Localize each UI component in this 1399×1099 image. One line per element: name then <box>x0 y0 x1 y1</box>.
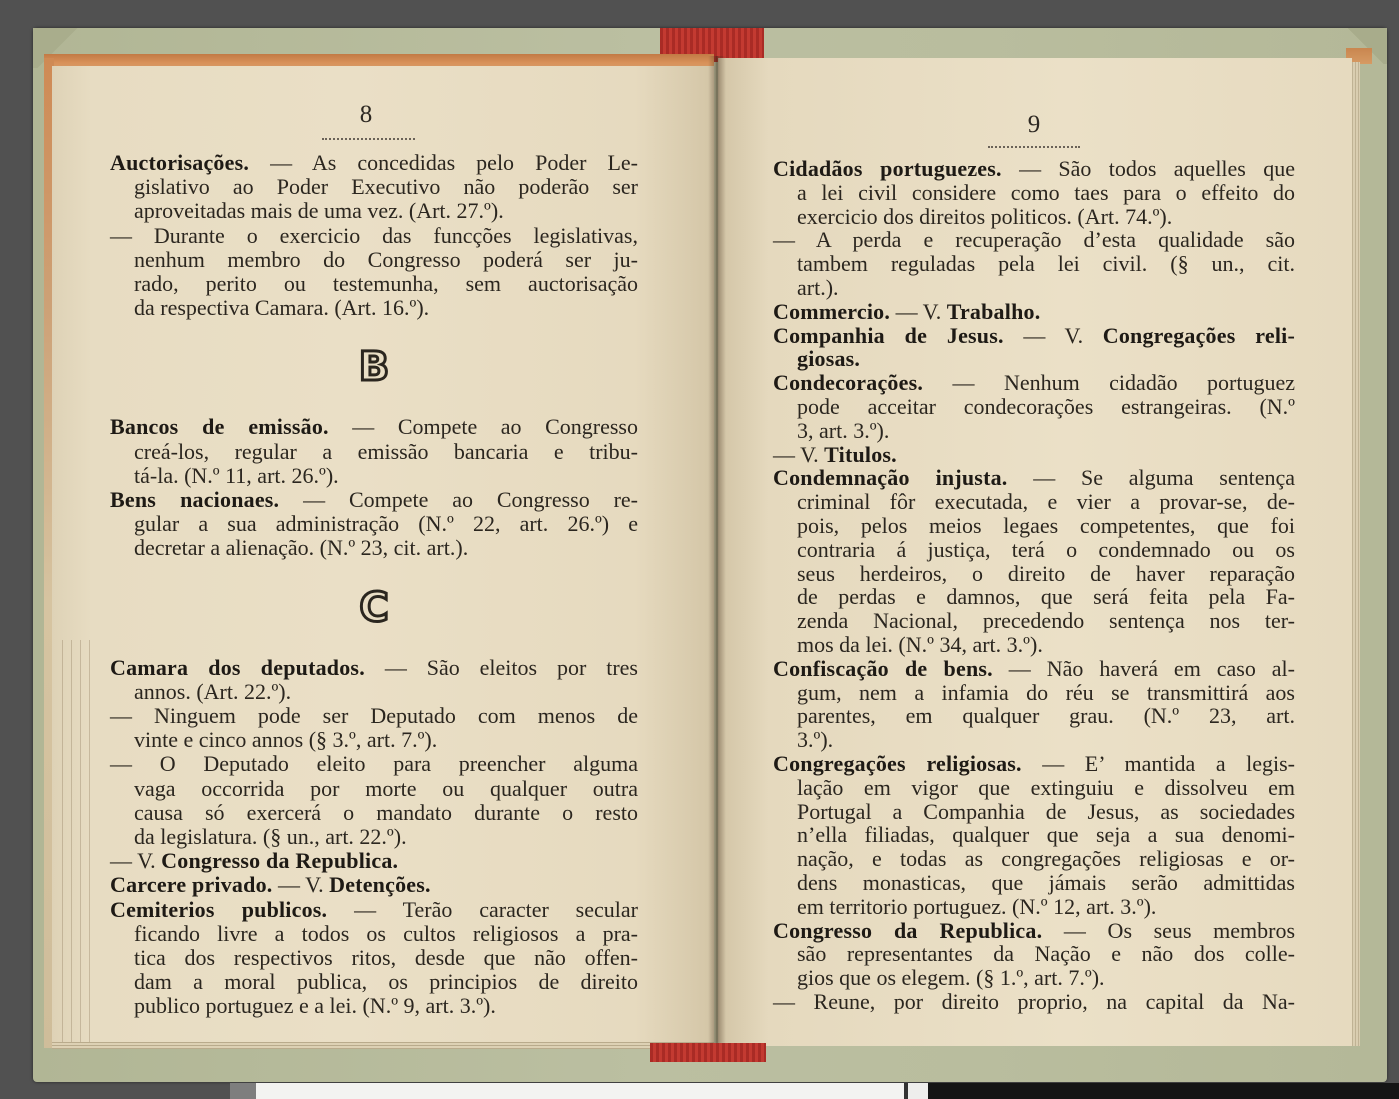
entry-text: — Ninguem pode ser Deputado com menos de <box>110 703 638 729</box>
text-line <box>773 704 1295 728</box>
text-line <box>110 898 638 922</box>
entry-headword: Trabalho. <box>946 298 1041 324</box>
entry-headword: Cidadãos portuguezes. <box>773 156 1002 181</box>
index-entry <box>773 466 1295 656</box>
entry-text: nenhum membro do Congresso poderá ser ju- <box>134 246 638 272</box>
entry-text: seus herdeiros, o direito de haver reparação <box>797 560 1295 586</box>
text-line <box>110 464 638 488</box>
index-entry <box>110 488 638 561</box>
entry-text: gum, nem a infamia do réu se transmittirá aos <box>797 679 1295 705</box>
scan-ruler <box>230 1083 1399 1099</box>
text-line <box>773 157 1295 181</box>
text-line <box>110 656 638 680</box>
section-letter: B <box>358 344 390 391</box>
entry-text: são representantes da Nação e não dos colle- <box>797 941 1295 967</box>
entry-text: da legislatura. (§ un., art. 22.º). <box>134 824 407 850</box>
text-line <box>773 276 1295 300</box>
entry-text: exercicio dos direitos politicos. (Art. 74.º). <box>797 203 1173 229</box>
entry-text: — São eleitos por tres <box>364 654 638 680</box>
text-line <box>773 657 1295 681</box>
entry-text: 3.º). <box>797 727 834 753</box>
text-line <box>110 440 638 464</box>
text-line <box>110 922 638 946</box>
index-entry <box>110 849 638 873</box>
entry-text: dam a moral publica, os principios de direito <box>134 969 638 995</box>
index-entry <box>773 324 1295 372</box>
entry-text: tambem reguladas pela lei civil. (§ un., cit. <box>797 251 1295 277</box>
entry-text: — Terão caracter secular <box>327 896 638 922</box>
page-stack-edges <box>54 640 90 1042</box>
text-line <box>773 585 1295 609</box>
entry-headword: Companhia de Jesus. <box>773 322 1004 348</box>
index-entry <box>773 657 1295 752</box>
entry-headword: Condecorações. <box>773 370 924 396</box>
entry-text: aproveitadas mais de uma vez. (Art. 27.º). <box>134 198 504 224</box>
entry-text: — V. <box>773 441 825 467</box>
text-line <box>110 801 638 825</box>
entry-text: vaga occorrida por morte ou qualquer outra <box>134 775 638 801</box>
ruler-segment <box>230 1083 256 1099</box>
text-line <box>773 181 1295 205</box>
index-entry <box>110 752 638 849</box>
entry-headword: Congresso da Republica. <box>161 848 399 874</box>
page-text <box>773 157 1295 1014</box>
entry-text: decretar a alienação. (N.º 23, cit. art.). <box>134 535 469 561</box>
entry-headword: Bancos de emissão. <box>110 414 329 440</box>
entry-text: vinte e cinco annos (§ 3.º, art. 7.º). <box>134 727 438 753</box>
text-line <box>110 873 638 897</box>
entry-headword: Bens nacionaes. <box>110 487 280 513</box>
entry-text: parentes, em qualquer grau. (N.º 23, art. <box>797 703 1295 729</box>
text-line <box>773 300 1295 324</box>
text-line <box>110 512 638 536</box>
text-line <box>773 847 1295 871</box>
text-line <box>110 680 638 704</box>
entry-headword: Cemiterios publicos. <box>110 896 328 922</box>
entry-text: n’ella filiadas, qualquer que seja a sua denomi- <box>797 822 1295 848</box>
entry-text: pode acceitar condecorações estrangeiras. (N.º <box>797 393 1295 419</box>
entry-text: gislativo ao Poder Executivo não poderão ser <box>134 174 638 200</box>
entry-headword: Congregações religiosas. <box>773 750 1022 776</box>
index-entry <box>773 157 1295 228</box>
index-entry <box>773 990 1295 1014</box>
text-line <box>110 994 638 1018</box>
index-entry <box>773 443 1295 467</box>
text-line <box>773 895 1295 919</box>
entry-text: — Compete ao Congresso re- <box>279 487 638 513</box>
entry-text: dens monasticas, que jámais serão admittidas <box>797 869 1295 895</box>
text-line <box>773 776 1295 800</box>
ruler-segment <box>908 1083 928 1099</box>
text-line <box>773 228 1295 252</box>
text-line <box>773 919 1295 943</box>
entry-text: — Os seus membros <box>1042 917 1296 943</box>
entry-headword: giosas. <box>797 346 861 372</box>
section-letter: C <box>359 584 389 631</box>
entry-text: — A perda e recuperação d’esta qualidade são <box>773 227 1295 253</box>
right-page <box>718 58 1352 1046</box>
entry-headword: Titulos. <box>824 441 897 467</box>
text-line <box>773 371 1295 395</box>
entry-text: da respectiva Camara. (Art. 16.º). <box>134 295 430 321</box>
entry-text: ficando livre a todos os cultos religiosos a pra- <box>134 920 638 946</box>
entry-headword: Commercio. <box>773 298 891 324</box>
entry-text: publico portuguez e a lei. (N.º 9, art. 3.º). <box>134 993 496 1019</box>
entry-text: — V. <box>110 848 162 874</box>
text-line <box>773 324 1295 348</box>
text-line <box>110 175 638 199</box>
entry-text: de perdas e damnos, que será feita pela Fa- <box>797 584 1295 610</box>
index-entry <box>110 151 638 224</box>
entry-text: — E’ mantida a legis- <box>1021 750 1295 776</box>
entry-text: gular a sua administração (N.º 22, art. 26.º) e <box>134 511 638 537</box>
text-line <box>110 777 638 801</box>
text-line <box>773 681 1295 705</box>
entry-text: — O Deputado eleito para preencher alguma <box>110 751 638 777</box>
entry-text: nação, e todas as congregações religiosas e or- <box>797 846 1295 872</box>
text-line <box>773 419 1295 443</box>
text-line <box>773 490 1295 514</box>
text-line <box>110 946 638 970</box>
index-entry <box>110 873 638 897</box>
entry-text: — Reune, por direito proprio, na capital da Na- <box>773 988 1295 1014</box>
entry-headword: Camara dos deputados. <box>110 654 365 680</box>
entry-text: contraria á justiça, terá o condemnado ou os <box>797 536 1295 562</box>
index-entry <box>110 704 638 752</box>
text-line <box>110 199 638 223</box>
text-line <box>110 752 638 776</box>
text-line <box>773 609 1295 633</box>
index-entry <box>773 919 1295 990</box>
text-line <box>110 151 638 175</box>
text-line <box>110 704 638 728</box>
page-number-rule <box>322 138 415 140</box>
index-entry <box>110 224 638 321</box>
text-line <box>773 514 1295 538</box>
page-number: 9 <box>1027 111 1041 138</box>
text-line <box>773 395 1295 419</box>
entry-text: pois, pelos meios legaes competentes, que foi <box>797 512 1295 538</box>
entry-text: — São todos aquelles que <box>1001 156 1295 181</box>
entry-text: tica dos respectivos ritos, desde que não offen- <box>134 945 638 971</box>
entry-text: Portugal a Companhia de Jesus, as sociedades <box>797 798 1295 824</box>
text-line <box>773 633 1295 657</box>
entry-text: annos. (Art. 22.º). <box>134 678 292 704</box>
text-line <box>773 871 1295 895</box>
entry-text: lação em vigor que extinguiu e dissolveu em <box>797 774 1295 800</box>
text-line <box>110 415 638 439</box>
entry-text: — V. <box>890 298 947 324</box>
text-line <box>773 347 1295 371</box>
entry-text: — Durante o exercicio das funcções legislativas, <box>110 222 638 248</box>
page-number: 8 <box>359 101 373 128</box>
entry-headword: Confiscação de bens. <box>773 655 993 681</box>
entry-text: — V. <box>272 872 330 898</box>
index-entry <box>110 415 638 488</box>
entry-headword: Congresso da Republica. <box>773 917 1043 943</box>
left-page <box>52 66 714 1042</box>
text-line <box>773 562 1295 586</box>
text-line <box>110 296 638 320</box>
entry-headword: Auctorisações. <box>110 150 250 175</box>
entry-text: — Não haverá em caso al- <box>992 655 1295 681</box>
text-line <box>110 272 638 296</box>
text-line <box>773 966 1295 990</box>
entry-text: causa só exercerá o mandato durante o resto <box>134 799 638 825</box>
headband-bottom <box>650 1043 766 1062</box>
text-line <box>110 728 638 752</box>
entry-text: a lei civil considere como taes para o effeito do <box>797 179 1295 205</box>
text-line <box>773 990 1295 1014</box>
text-line <box>773 800 1295 824</box>
entry-text: mos da lei. (N.º 34, art. 3.º). <box>797 631 1043 657</box>
entry-text: art.). <box>797 274 839 300</box>
entry-text: rado, perito ou testemunha, sem auctorisação <box>134 271 638 297</box>
index-entry <box>110 656 638 704</box>
text-line <box>110 825 638 849</box>
text-line <box>110 224 638 248</box>
entry-text: — V. <box>1003 322 1103 348</box>
index-entry <box>773 752 1295 919</box>
text-line <box>110 970 638 994</box>
entry-text: em territorio portuguez. (N.º 12, art. 3.º). <box>797 893 1157 919</box>
entry-text: zenda Nacional, precedendo sentença nos ter- <box>797 608 1295 634</box>
entry-text: — Nenhum cidadão portuguez <box>923 370 1295 396</box>
text-line <box>773 823 1295 847</box>
ruler-segment <box>256 1083 904 1099</box>
entry-headword: Condemnação injusta. <box>773 465 1008 491</box>
page-number-rule <box>988 146 1080 148</box>
entry-text: 3, art. 3.º). <box>797 417 890 443</box>
entry-text: — Se alguma sentença <box>1007 465 1295 491</box>
entry-headword: Congregações reli- <box>1102 322 1295 348</box>
book-gutter <box>708 56 726 1050</box>
text-line <box>773 205 1295 229</box>
entry-text: gios que os elegem. (§ 1.º, art. 7.º). <box>797 965 1105 991</box>
text-line <box>773 752 1295 776</box>
index-entry <box>110 898 638 1019</box>
entry-headword: Detenções. <box>329 872 431 898</box>
text-line <box>773 252 1295 276</box>
page-text <box>110 151 638 1019</box>
entry-text: — Compete ao Congresso <box>328 414 638 440</box>
index-entry <box>773 228 1295 299</box>
text-line <box>110 849 638 873</box>
entry-text: — As concedidas pelo Poder Le- <box>249 150 638 175</box>
text-line <box>773 443 1295 467</box>
entry-headword: Carcere privado. <box>110 872 273 898</box>
index-entry <box>773 300 1295 324</box>
text-line <box>110 488 638 512</box>
text-line <box>773 538 1295 562</box>
entry-text: tá-la. (N.º 11, art. 26.º). <box>134 462 339 488</box>
text-line <box>110 536 638 560</box>
text-line <box>773 728 1295 752</box>
text-line <box>110 248 638 272</box>
text-line <box>773 942 1295 966</box>
index-entry <box>773 371 1295 442</box>
text-line <box>773 466 1295 490</box>
entry-text: criminal fôr executada, e vier a provar-se, de- <box>797 489 1295 515</box>
entry-text: creá-los, regular a emissão bancaria e tribu- <box>134 438 638 464</box>
